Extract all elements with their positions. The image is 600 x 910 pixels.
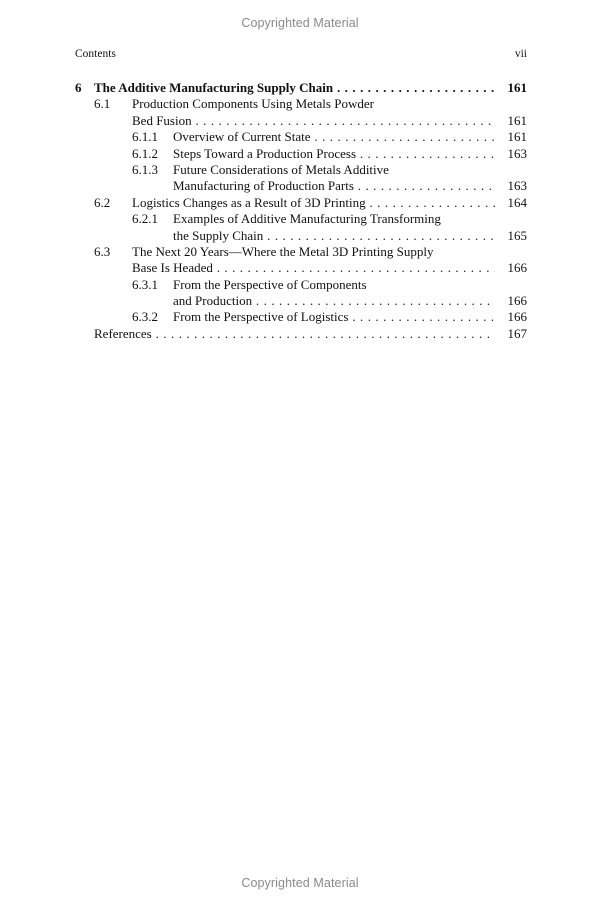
watermark-bottom: Copyrighted Material [241,876,359,890]
toc-number: 6.2 [94,194,111,210]
toc-number: 6.3 [94,243,111,259]
toc-page: 163 [507,178,527,194]
toc-entry-6-1-2[interactable] [75,146,527,162]
toc-title: The Additive Manufacturing Supply Chain . . . [94,80,495,96]
toc-entry-6-1-3-line1[interactable] [75,162,527,178]
toc-number: 6.3.2 [132,309,158,325]
toc-number: 6.1 [94,96,111,112]
toc-number: 6.1.3 [132,161,158,177]
toc-number: 6.1.2 [132,145,158,161]
toc-page: 163 [507,145,527,161]
toc-number: 6.2.1 [132,211,158,227]
toc-entry-6-1-1[interactable] [75,129,527,145]
toc-title: Logistics Changes as a Result of 3D Printing . . . [132,195,495,211]
toc-page: 167 [507,325,527,341]
toc-page: 161 [507,80,527,95]
toc-title-continued: the Supply Chain . . . [173,228,495,244]
toc-entry-6-3-1-line2[interactable] [75,293,527,309]
toc-entry-6-3-1-line1[interactable] [75,277,527,293]
toc-title: Steps Toward a Production Process . . . [173,146,495,162]
toc-title-continued: Manufacturing of Production Parts . . . [173,178,495,194]
toc-title: References . . . [94,326,495,342]
toc-page: 164 [507,194,527,210]
toc-number: 6 [75,80,82,95]
table-of-contents [75,80,527,342]
toc-entry-chapter-6[interactable] [75,80,527,96]
toc-entry-6-1-line1[interactable] [75,96,527,112]
toc-number: 6.1.1 [132,129,158,145]
toc-entry-references[interactable] [75,326,527,342]
toc-entry-6-2-1-line1[interactable] [75,211,527,227]
toc-page: 166 [507,309,527,325]
toc-title: Overview of Current State . . . [173,129,495,145]
watermark-top: Copyrighted Material [241,16,359,30]
toc-title: Future Considerations of Metals Additive [173,161,389,177]
toc-entry-6-2[interactable] [75,195,527,211]
toc-title: The Next 20 Years—Where the Metal 3D Printing Supply [132,243,434,259]
running-head-title: Contents [75,48,116,60]
toc-title: Examples of Additive Manufacturing Transforming [173,211,441,227]
toc-title-continued: Bed Fusion . . . [132,113,495,129]
page-number: vii [514,48,527,60]
toc-page: 166 [507,293,527,309]
toc-page: 166 [507,260,527,276]
toc-entry-6-3-2[interactable] [75,309,527,325]
toc-title-continued: Base Is Headed . . . [132,260,495,276]
toc-entry-6-2-1-line2[interactable] [75,228,527,244]
toc-title: From the Perspective of Components [173,276,367,292]
toc-page: 165 [507,227,527,243]
toc-entry-6-3-line1[interactable] [75,244,527,260]
toc-title-continued: and Production . . . [173,293,495,309]
toc-number: 6.3.1 [132,276,158,292]
toc-page: 161 [507,129,527,145]
toc-entry-6-3-line2[interactable] [75,260,527,276]
toc-title: Production Components Using Metals Powder [132,96,374,112]
toc-title: From the Perspective of Logistics . . . [173,309,495,325]
toc-page: 161 [507,112,527,128]
toc-entry-6-1-3-line2[interactable] [75,178,527,194]
toc-entry-6-1-line2[interactable] [75,113,527,129]
